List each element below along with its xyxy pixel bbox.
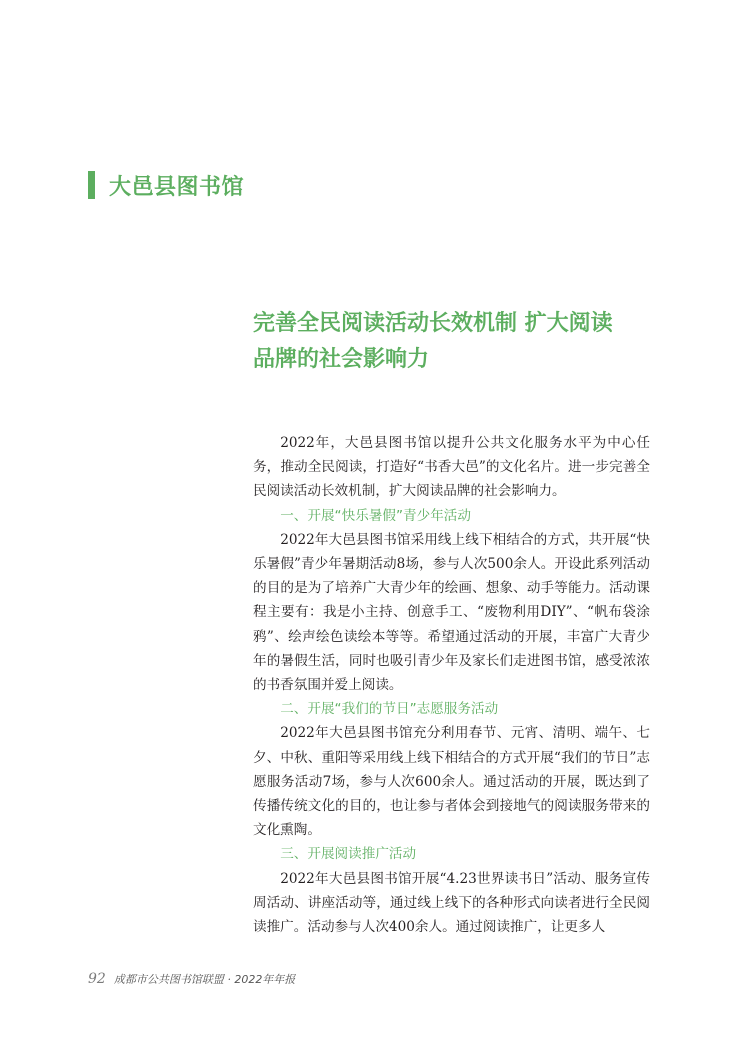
- intro-paragraph: 2022年，大邑县图书馆以提升公共文化服务水平为中心任务，推动全民阅读，打造好“书香大邑”的文化名片。进一步完善全民阅读活动长效机制，扩大阅读品牌的社会影响力。: [253, 435, 650, 500]
- subheading-festival-volunteer: 二、开展“我们的节日”志愿服务活动: [280, 701, 499, 718]
- footer-publication-title: 成都市公共图书馆联盟 · 2022年年报: [113, 973, 296, 986]
- page-number: 92: [88, 971, 106, 987]
- reading-promotion-paragraph: 2022年大邑县图书馆开展“4.23世界读书日”活动、服务宣传周活动、讲座活动等，通过线上线下的各种形式向读者进行全民阅读推广。活动参与人次400余人。通过阅读推广，让更多人: [253, 870, 650, 936]
- section-header: [88, 170, 244, 200]
- summer-activities-paragraph: 2022年大邑县图书馆采用线上线下相结合的方式，共开展“快乐暑假”青少年暑期活动8场，参与人次500余人。开设此系列活动的目的是为了培养广大青少年的绘画、想象、动手等能力。活动课程主要有：我是小主持、创意手工、“废物利用DIY”、“帆布袋涂鸦”、绘声绘色读绘本等等。希望通过活动的开展，丰富广大青少年的暑假生活，同时也吸引青少年及家长们走进图书馆，感受浓浓的书香氛围并爱上阅读。: [253, 531, 650, 694]
- section-accent-bar: [88, 171, 95, 199]
- article-body: [253, 431, 650, 939]
- subheading-reading-promotion: 三、开展阅读推广活动: [280, 846, 417, 863]
- section-title: 大邑县图书馆: [109, 174, 245, 200]
- subheading-summer-activities: 一、开展“快乐暑假”青少年活动: [280, 507, 471, 524]
- article-title: [253, 306, 673, 378]
- page-footer: [88, 971, 295, 987]
- article-title-line-2: 品牌的社会影响力: [253, 347, 430, 372]
- festival-volunteer-paragraph: 2022年大邑县图书馆充分利用春节、元宵、清明、端午、七夕、中秋、重阳等采用线上线下相结合的方式开展“我们的节日”志愿服务活动7场，参与人次600余人。通过活动的开展，既达到了传播传统文化的目的，也让参与者体会到接地气的阅读服务带来的文化熏陶。: [253, 725, 650, 839]
- article-title-line-1: 完善全民阅读活动长效机制 扩大阅读: [253, 311, 613, 336]
